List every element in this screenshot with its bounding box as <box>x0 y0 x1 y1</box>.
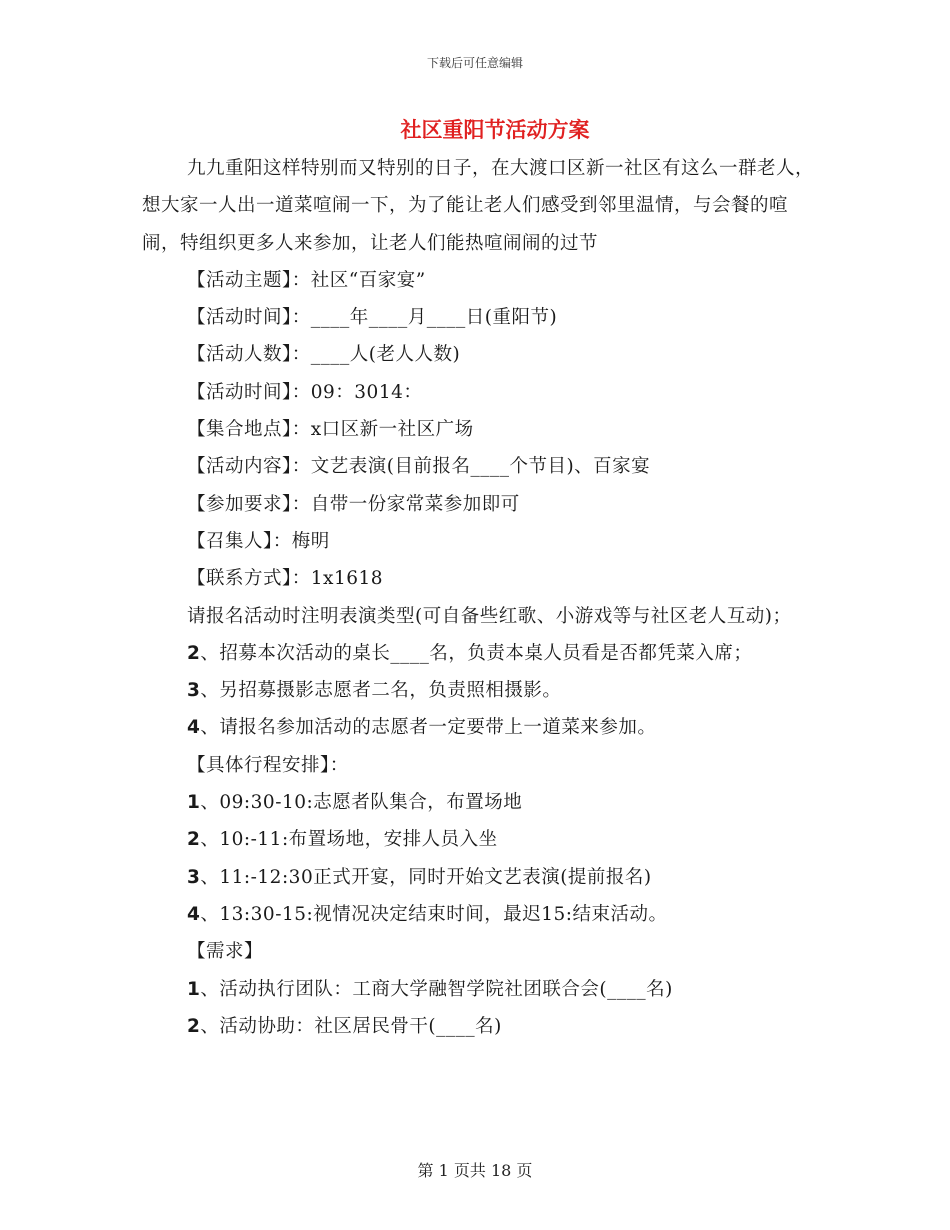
needs-item <box>142 1008 818 1045</box>
page-header: 下载后可任意编辑 <box>426 56 523 70</box>
field-organizer: 【召集人】：梅明 <box>187 530 330 552</box>
needs-heading: 【需求】 <box>187 941 264 963</box>
needs-item <box>142 971 818 1008</box>
intro-paragraph: 九九重阳这样特别而又特别的日子，在大渡口区新一社区有这么一群老人，想大家一人出一道菜喧闹一下，为了能让老人们感受到邻里温情，与会餐的喧闹，特组织更多人来参加，让老人们能热喧闹闹的过节 <box>142 158 815 254</box>
requirement-item <box>142 672 818 709</box>
field-attendees: 【活动人数】：____人(老人人数) <box>187 344 461 366</box>
list-number: 1 <box>187 792 201 814</box>
schedule-item <box>142 896 818 933</box>
list-text: 、11:-12:30正式开宴，同时开始文艺表演(提前报名) <box>200 866 652 888</box>
field-content: 【活动内容】：文艺表演(目前报名____个节目)、百家宴 <box>187 456 651 478</box>
list-text: 、活动协助：社区居民骨干(____名) <box>200 1015 502 1037</box>
field-requirement: 【参加要求】：自带一份家常菜参加即可 <box>187 493 520 515</box>
list-number: 2 <box>187 829 201 851</box>
document-body <box>142 150 818 1045</box>
schedule-item <box>142 784 818 821</box>
page-footer: 第 1 页共 18 页 <box>417 1161 533 1180</box>
list-number: 3 <box>187 866 201 888</box>
list-number: 4 <box>187 903 201 925</box>
list-text: 、09:30-10:志愿者队集合，布置场地 <box>200 792 523 814</box>
field-date: 【活动时间】：____年____月____日(重阳节) <box>187 307 558 329</box>
list-number: 2 <box>187 1015 201 1037</box>
field-time: 【活动时间】：09：3014： <box>187 381 423 403</box>
list-number: 3 <box>187 680 201 702</box>
list-text: 、10:-11:布置场地，安排人员入坐 <box>200 829 498 851</box>
document-title: 社区重阳节活动方案 <box>400 118 590 142</box>
schedule-item <box>142 821 818 858</box>
field-contact: 【联系方式】：1x1618 <box>187 568 384 590</box>
list-number: 1 <box>187 978 201 1000</box>
field-location: 【集合地点】：x口区新一社区广场 <box>187 419 474 441</box>
list-text: 、招募本次活动的桌长____名，负责本桌人员看是否都凭菜入席； <box>200 642 753 664</box>
list-text: 、请报名参加活动的志愿者一定要带上一道菜来参加。 <box>200 717 657 739</box>
field-theme: 【活动主题】：社区“百家宴” <box>187 269 426 291</box>
registration-note: 请报名活动时注明表演类型(可自备些红歌、小游戏等与社区老人互动)； <box>187 605 792 627</box>
list-text: 、13:30-15:视情况决定结束时间，最迟15:结束活动。 <box>200 903 668 925</box>
requirement-item <box>142 635 818 672</box>
list-text: 、另招募摄影志愿者二名，负责照相摄影。 <box>200 680 562 702</box>
requirement-item <box>142 709 818 746</box>
schedule-item <box>142 859 818 896</box>
list-number: 4 <box>187 717 201 739</box>
list-number: 2 <box>187 642 201 664</box>
schedule-heading: 【具体行程安排】： <box>187 754 349 776</box>
list-text: 、活动执行团队：工商大学融智学院社团联合会(____名) <box>200 978 673 1000</box>
